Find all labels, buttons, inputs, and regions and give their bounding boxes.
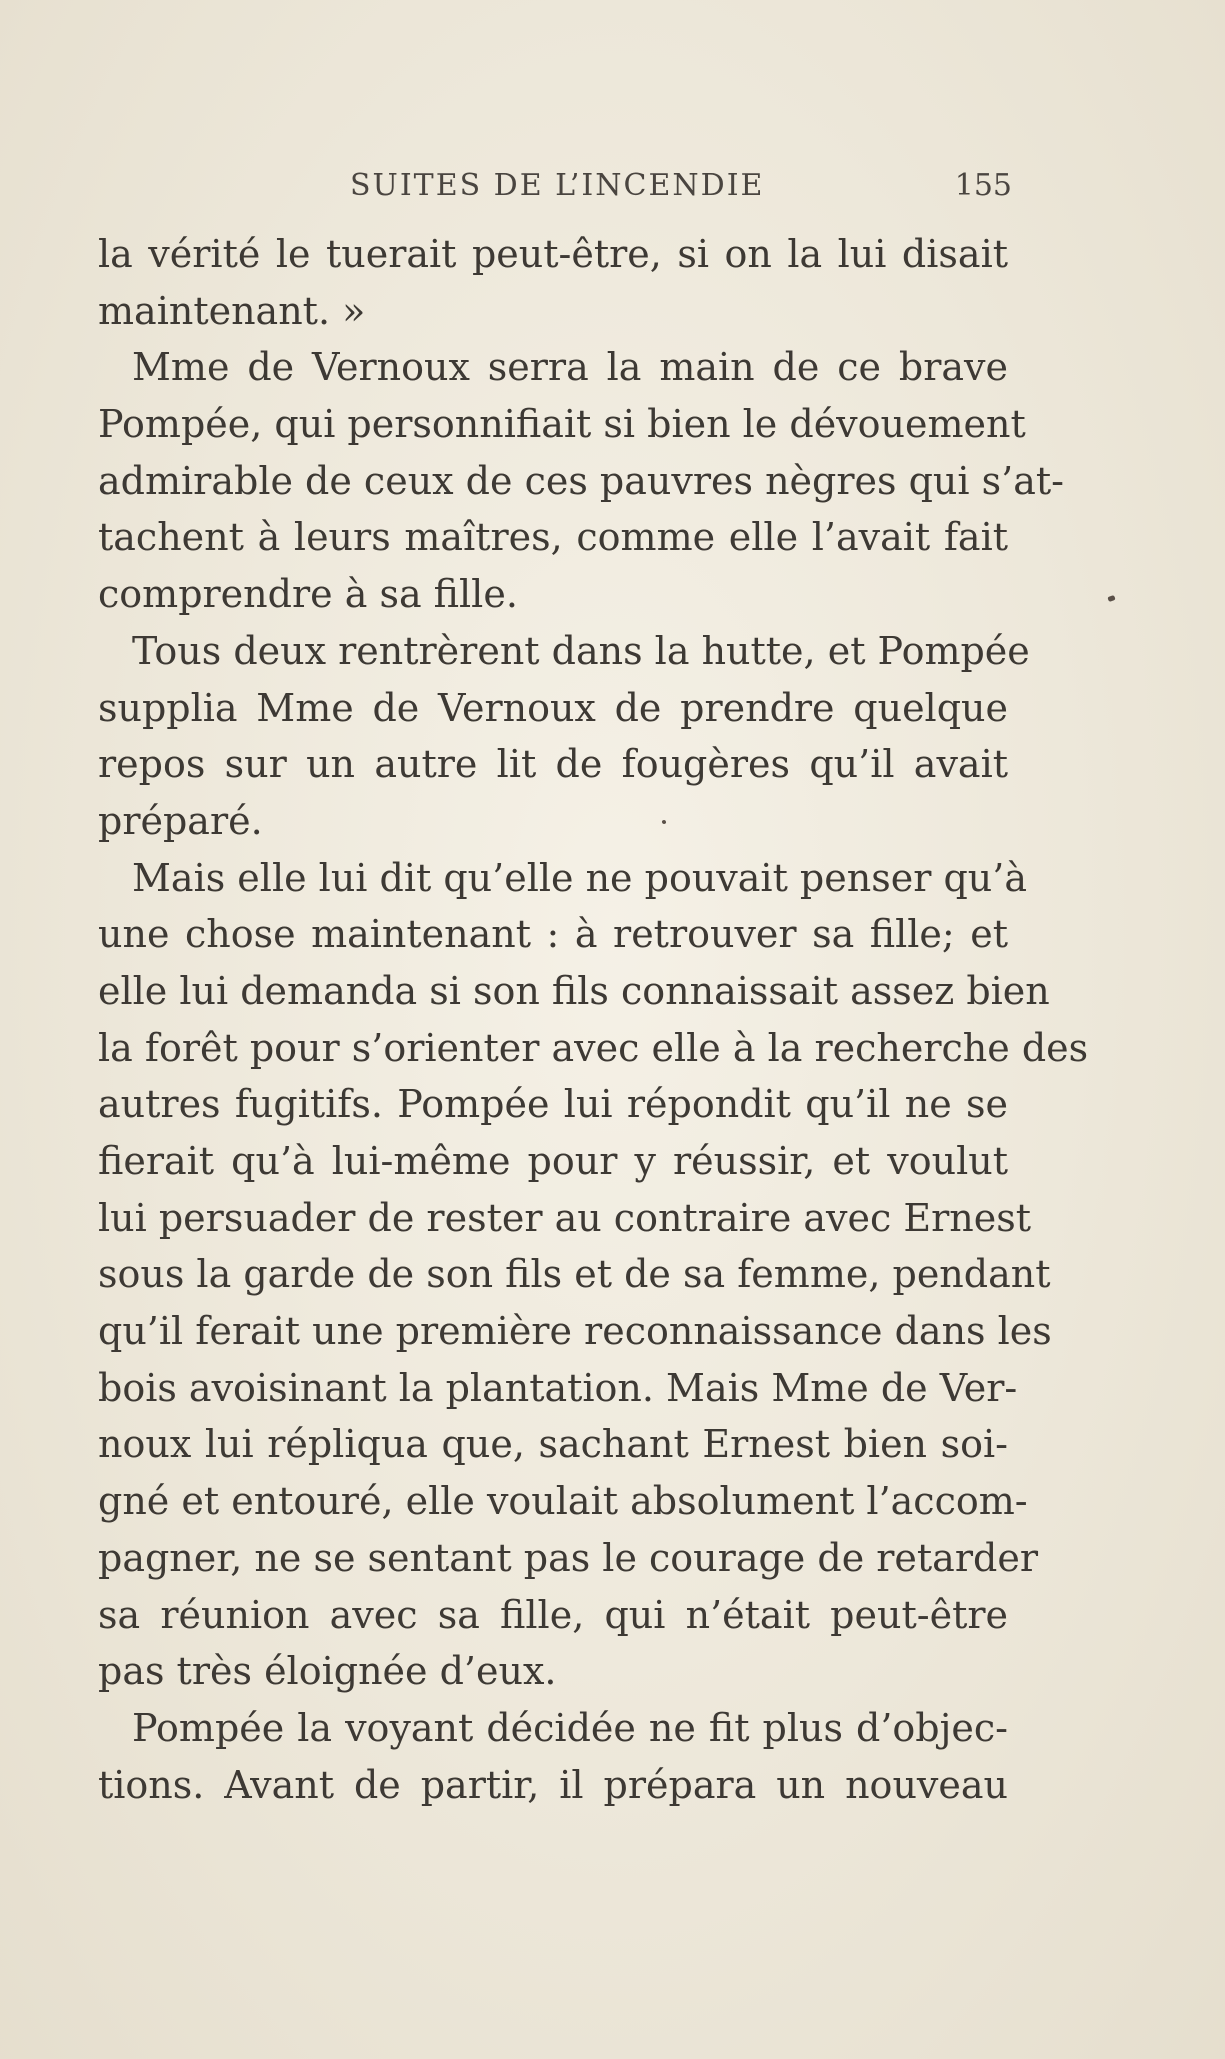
text-line: sa réunion avec sa fille, qui n’était peut-être bbox=[98, 1592, 1008, 1637]
text-line: pas très éloignée d’eux. bbox=[98, 1649, 557, 1694]
text-line: comprendre à sa fille. bbox=[98, 572, 518, 617]
text-line: bois avoisinant la plantation. Mais Mme de Ver- bbox=[98, 1365, 1018, 1410]
running-title: SUITES DE L’INCENDIE bbox=[350, 168, 765, 203]
text-line: sous la garde de son fils et de sa femme, pendant bbox=[98, 1252, 1051, 1297]
text-line: admirable de ceux de ces pauvres nègres qui s’at- bbox=[98, 458, 1064, 503]
text-line: Mais elle lui dit qu’elle ne pouvait penser qu’à bbox=[132, 855, 1027, 900]
text-line: fierait qu’à lui-même pour y réussir, et voulut bbox=[98, 1139, 1008, 1183]
text-line: Tous deux rentrèrent dans la hutte, et Pompée bbox=[132, 628, 1030, 673]
text-line: gné et entouré, elle voulait absolument l’accom- bbox=[98, 1479, 1028, 1524]
ink-speck bbox=[1107, 595, 1115, 602]
text-line: la forêt pour s’orienter avec elle à la recherche des bbox=[98, 1025, 1089, 1070]
running-head bbox=[100, 168, 1012, 208]
page-number: 155 bbox=[954, 168, 1012, 203]
text-line: maintenant. » bbox=[98, 288, 366, 333]
text-line: noux lui répliqua que, sachant Ernest bien soi- bbox=[98, 1422, 1008, 1467]
text-line: tachent à leurs maîtres, comme elle l’avait fait bbox=[98, 515, 1008, 560]
text-line: Mme de Vernoux serra la main de ce brave bbox=[132, 345, 1008, 390]
text-line: Pompée, qui personnifiait si bien le dévouement bbox=[98, 402, 1026, 447]
text-line: pagner, ne se sentant pas le courage de retarder bbox=[98, 1535, 1038, 1580]
text-line: supplia Mme de Vernoux de prendre quelque bbox=[98, 685, 1008, 730]
text-line: elle lui demanda si son fils connaissait assez bien bbox=[98, 968, 1050, 1013]
text-line: la vérité le tuerait peut-être, si on la lui disait bbox=[98, 232, 1008, 276]
text-line: tions. Avant de partir, il prépara un nouveau bbox=[98, 1762, 1008, 1807]
body-text bbox=[98, 226, 1089, 1813]
text-line: lui persuader de rester au contraire avec Ernest bbox=[98, 1195, 1032, 1240]
text-line: Pompée la voyant décidée ne fit plus d’objec- bbox=[132, 1705, 1008, 1750]
text-line: une chose maintenant : à retrouver sa fille; et bbox=[98, 912, 1008, 957]
text-line: repos sur un autre lit de fougères qu’il avait bbox=[98, 742, 1008, 787]
text-line: préparé. bbox=[98, 798, 263, 843]
text-line: autres fugitifs. Pompée lui répondit qu’il ne se bbox=[98, 1082, 1008, 1127]
text-line: qu’il ferait une première reconnaissance dans les bbox=[98, 1309, 1052, 1354]
